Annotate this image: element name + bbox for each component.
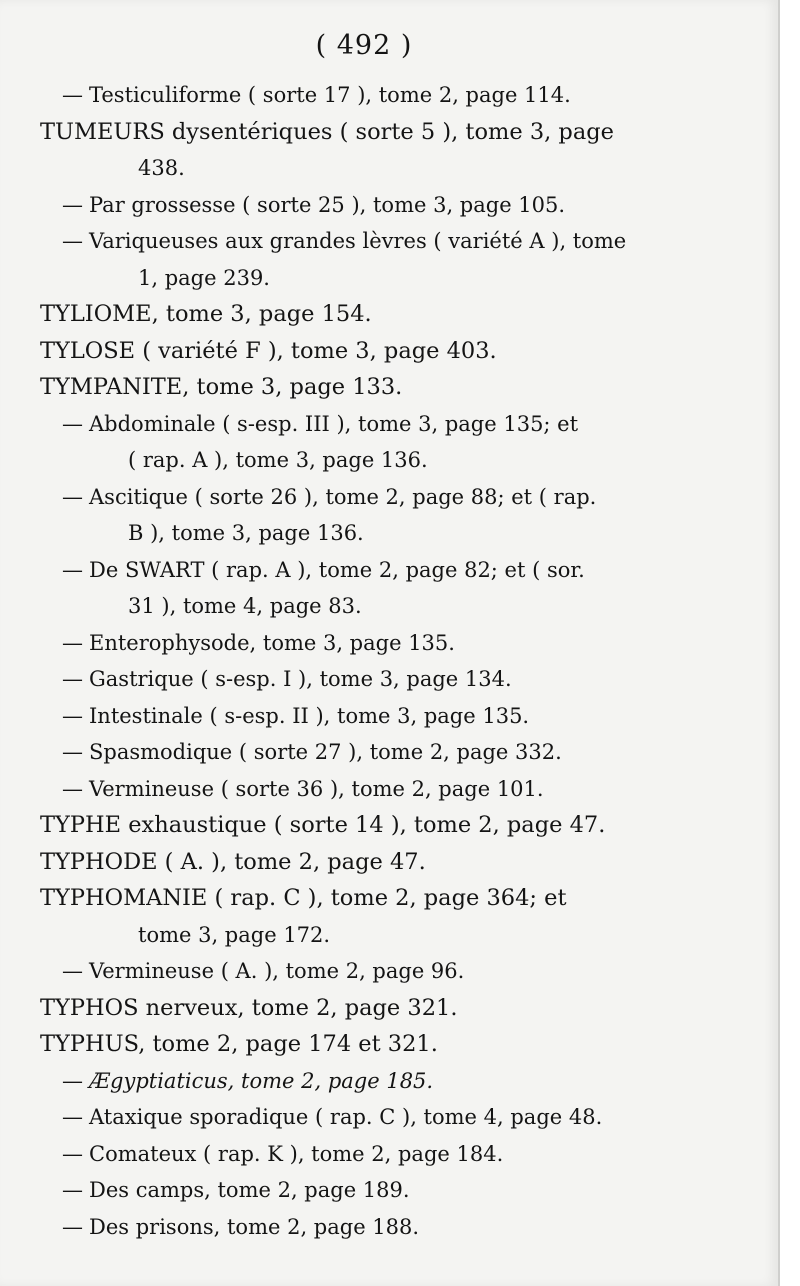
index-heading: TYPHOMANIE ( rap. C ), tome 2, page 364; et [40,885,567,911]
dash-marker: — [62,1068,83,1093]
index-heading: TYPHODE ( A. ), tome 2, page 47. [40,848,426,875]
dash-marker: — [62,557,83,582]
index-continuation: tome 3, page 172. [138,922,331,947]
index-subentry: — Vermineuse ( A. ), tome 2, page 96. [40,953,680,990]
index-subentry: — Variqueuses aux grandes lèvres ( variété A ), tome [40,223,680,260]
dash-marker: — [62,740,83,764]
index-continuation: 438. [138,156,185,180]
dash-marker: — [62,1105,83,1129]
index-continuation: 31 ), tome 4, page 83. [128,594,362,618]
dash-marker: — [62,229,83,253]
index-continuation: B ), tome 3, page 136. [128,521,364,545]
index-subentry: — Des prisons, tome 2, page 188. [40,1209,680,1246]
index-subentry: — Des camps, tome 2, page 189. [40,1172,680,1209]
dash-marker: — [62,630,83,655]
index-subentry: — Comateux ( rap. K ), tome 2, page 184. [40,1136,680,1173]
index-subentry: — Par grossesse ( sorte 25 ), tome 3, page 105. [40,187,680,224]
index-continuation: ( rap. A ), tome 3, page 136. [128,448,428,472]
dash-marker: — [62,667,83,691]
index-subentry: — Testiculiforme ( sorte 17 ), tome 2, page 114. [40,77,680,114]
index-subentry: — Intestinale ( s-esp. II ), tome 3, page 135. [40,698,680,735]
dash-marker: — [62,1214,83,1239]
index-subentry: — Enterophysode, tome 3, page 135. [40,625,680,662]
dash-marker: — [62,959,83,983]
index-subentry: — Vermineuse ( sorte 36 ), tome 2, page 101. [40,771,680,808]
index-subentry: — Ægyptiaticus, tome 2, page 185. [40,1063,680,1100]
dash-marker: — [62,703,83,728]
dash-marker: — [62,83,83,107]
index-heading: TUMEURS dysentériques ( sorte 5 ), tome 3, page [40,118,614,145]
index-heading: TYLOSE ( variété F ), tome 3, page 403. [40,337,497,364]
dash-marker: — [62,1178,83,1202]
index-heading: TYPHUS, tome 2, page 174 et 321. [40,1031,438,1057]
index-subentry: — Abdominale ( s-esp. III ), tome 3, page 135; et [40,406,680,443]
dash-marker: — [62,1141,83,1166]
index-continuation: 1, page 239. [138,265,270,290]
index-subentry: — Ataxique sporadique ( rap. C ), tome 4, page 48. [40,1099,680,1136]
index-subentry: — De SWART ( rap. A ), tome 2, page 82; et ( sor. [40,552,680,589]
page-number: ( 492 ) [315,30,413,61]
index-heading: TYLIOME, tome 3, page 154. [40,301,372,327]
index-heading: TYMPANITE, tome 3, page 133. [40,374,403,400]
index-subentry: — Spasmodique ( sorte 27 ), tome 2, page 332. [40,734,680,771]
dash-marker: — [62,192,83,217]
dash-marker: — [62,776,83,801]
index-subentry: — Gastrique ( s-esp. I ), tome 3, page 134. [40,661,680,698]
index-entries [40,77,680,1245]
dash-marker: — [62,411,83,436]
index-subentry: — Ascitique ( sorte 26 ), tome 2, page 88; et ( rap. [40,479,680,516]
dash-marker: — [62,484,83,509]
index-heading: TYPHOS nerveux, tome 2, page 321. [40,994,458,1021]
index-heading: TYPHE exhaustique ( sorte 14 ), tome 2, page 47. [40,812,606,838]
